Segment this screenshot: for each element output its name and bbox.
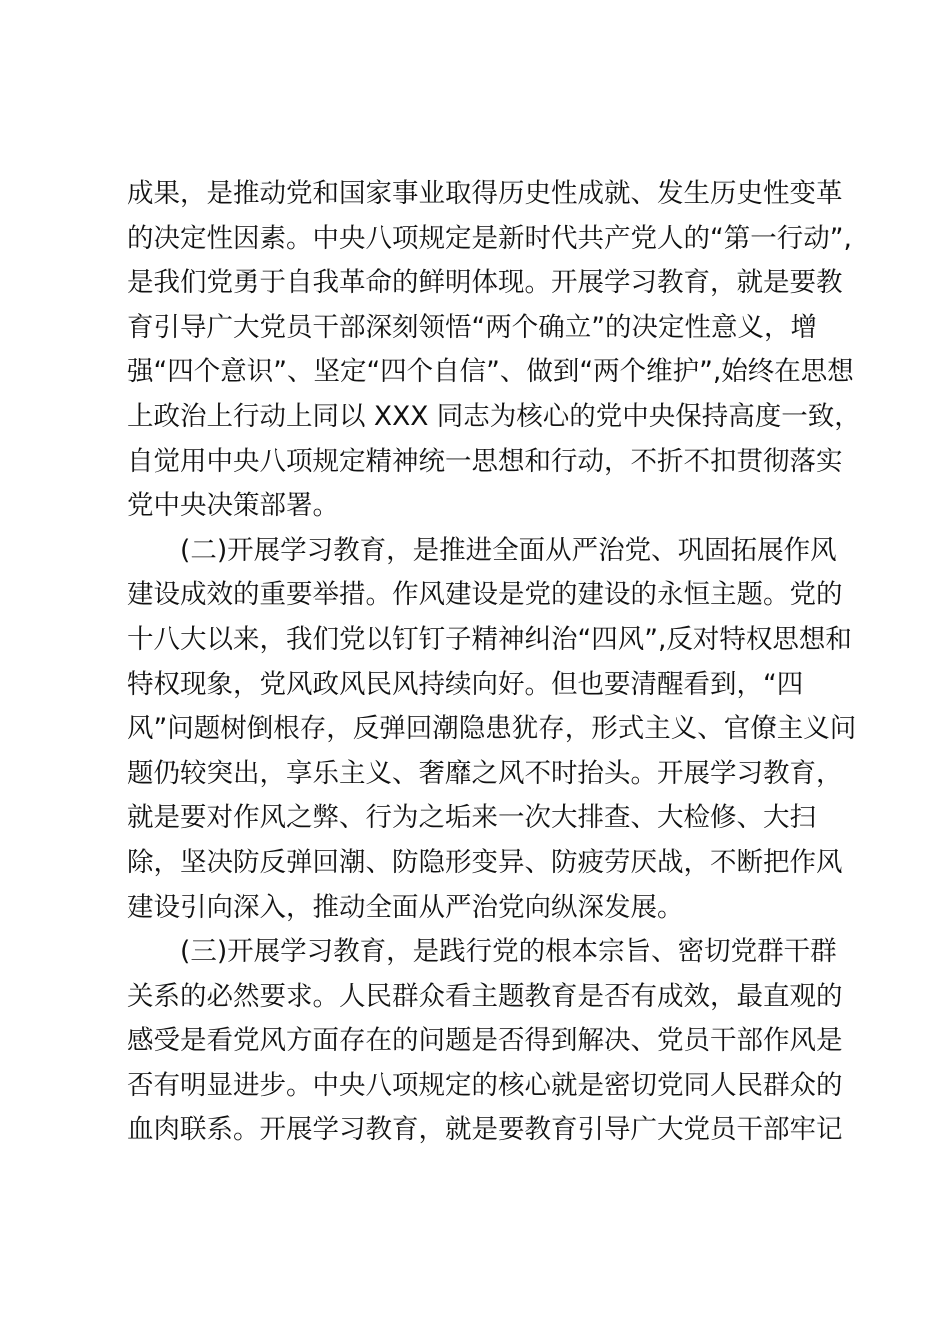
text-line: 强“四个意识”、坚定“四个自信”、做到“两个维护”,始终在思想 — [127, 356, 854, 388]
text-line: 否有明显进步。中央八项规定的核心就是密切党同人民群众的 — [127, 1069, 843, 1101]
text-line: 关系的必然要求。人民群众看主题教育是否有成效，最直观的 — [127, 980, 843, 1012]
text-line: 特权现象，党风政风民风持续向好。但也要清醒看到，“四 — [127, 668, 804, 700]
text-line: 十八大以来，我们党以钉钉子精神纠治“四风”,反对特权思想和 — [127, 623, 852, 655]
text-line: 风”问题树倒根存，反弹回潮隐患犹存，形式主义、官僚主义问 — [127, 713, 857, 745]
text-line: 建设引向深入，推动全面从严治党向纵深发展。 — [127, 891, 684, 923]
text-line: 上政治上行动上同以 XXX 同志为核心的党中央保持高度一致， — [127, 400, 861, 432]
text-line: 除，坚决防反弹回潮、防隐形变异、防疲劳厌战，不断把作风 — [127, 846, 843, 878]
text-line: 建设成效的重要举措。作风建设是党的建设的永恒主题。党的 — [127, 579, 843, 611]
body-text — [127, 172, 861, 1153]
text-line: 成果，是推动党和国家事业取得历史性成就、发生历史性变革 — [127, 178, 843, 209]
text-line: 是我们党勇于自我革命的鲜明体现。开展学习教育，就是要教 — [127, 267, 843, 299]
text-line: 血肉联系。开展学习教育，就是要教育引导广大党员干部牢记 — [127, 1114, 843, 1146]
text-line: 就是要对作风之弊、行为之垢来一次大排查、大检修、大扫 — [127, 802, 816, 834]
text-line: 的决定性因素。中央八项规定是新时代共产党人的“第一行动”, — [127, 222, 852, 254]
text-line: 感受是看党风方面存在的问题是否得到解决、党员干部作风是 — [127, 1025, 843, 1057]
text-line: 自觉用中央八项规定精神统一思想和行动，不折不扣贯彻落实 — [127, 445, 843, 477]
text-line: 题仍较突出，享乐主义、奢靡之风不时抬头。开展学习教育， — [127, 757, 843, 789]
paragraph-start-line: (二)开展学习教育，是推进全面从严治党、巩固拓展作风 — [180, 534, 837, 566]
paragraph-start-line: (三)开展学习教育，是践行党的根本宗旨、密切党群干群 — [180, 936, 837, 968]
text-line: 育引导广大党员干部深刻领悟“两个确立”的决定性意义，增 — [127, 311, 817, 343]
text-line: 党中央决策部署。 — [127, 490, 339, 522]
